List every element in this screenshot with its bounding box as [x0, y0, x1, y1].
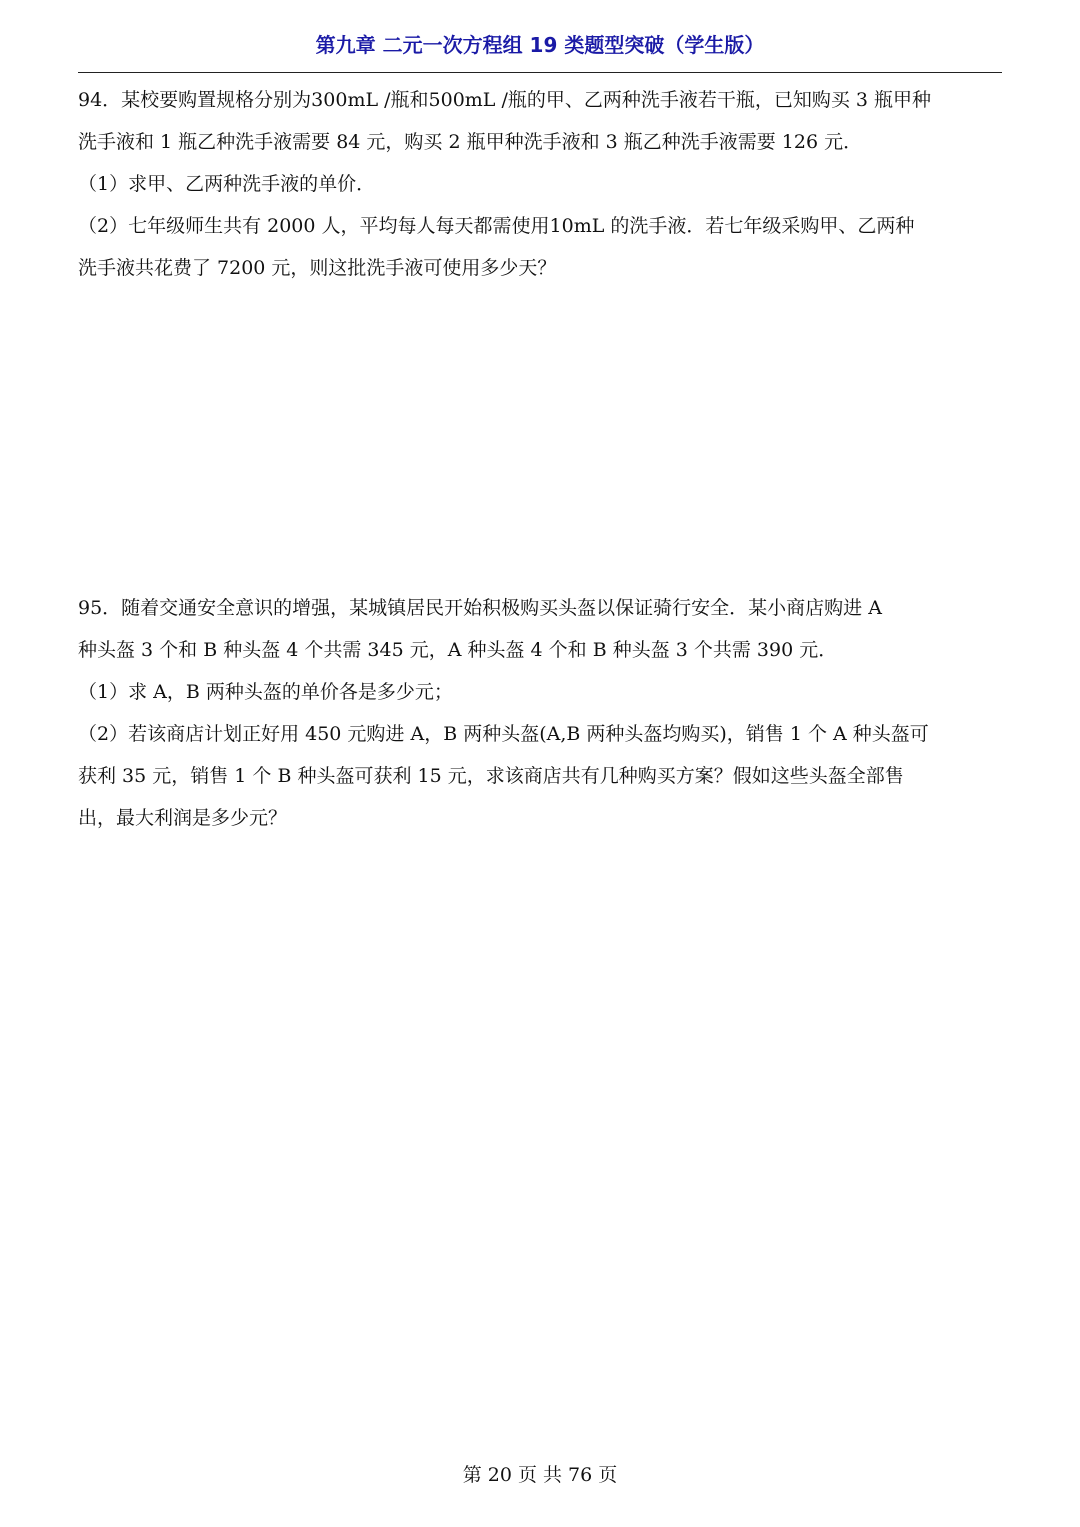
question-line: 获利 35 元，销售 1 个 B 种头盔可获利 15 元，求该商店共有几种购买方案？假如这些头盔全部售: [78, 765, 904, 787]
question-line: 94．某校要购置规格分别为300mL /瓶和500mL /瓶的甲、乙两种洗手液若干瓶，已知购买 3 瓶甲种: [78, 89, 932, 111]
question-line: 种头盔 3 个和 B 种头盔 4 个共需 345 元，A 种头盔 4 个和 B 种头盔 3 个共需 390 元．: [78, 639, 838, 661]
page-number-footer: 第 20 页 共 76 页: [462, 1464, 618, 1486]
page-header-title: 第九章 二元一次方程组 19 类题型突破（学生版）: [315, 33, 765, 57]
header-divider: [78, 72, 1002, 73]
question-94: [78, 79, 1002, 289]
question-line: 洗手液共花费了 7200 元，则这批洗手液可使用多少天？: [78, 257, 557, 279]
question-line: 洗手液和 1 瓶乙种洗手液需要 84 元，购买 2 瓶甲种洗手液和 3 瓶乙种洗手液需要 126 元．: [78, 131, 863, 153]
question-line: （1）求 A，B 两种头盔的单价各是多少元；: [78, 681, 453, 703]
question-line: （2）七年级师生共有 2000 人，平均每人每天都需使用10mL 的洗手液．若七年级采购甲、乙两种: [78, 215, 915, 237]
question-line: （2）若该商店计划正好用 450 元购进 A，B 两种头盔(A,B 两种头盔均购买)，销售 1 个 A 种头盔可: [78, 723, 929, 745]
question-line: 95．随着交通安全意识的增强，某城镇居民开始积极购买头盔以保证骑行安全．某小商店购进 A: [78, 597, 882, 619]
question-line: （1）求甲、乙两种洗手液的单价．: [78, 173, 376, 195]
question-95: [78, 587, 1002, 839]
question-line: 出，最大利润是多少元？: [78, 807, 288, 829]
